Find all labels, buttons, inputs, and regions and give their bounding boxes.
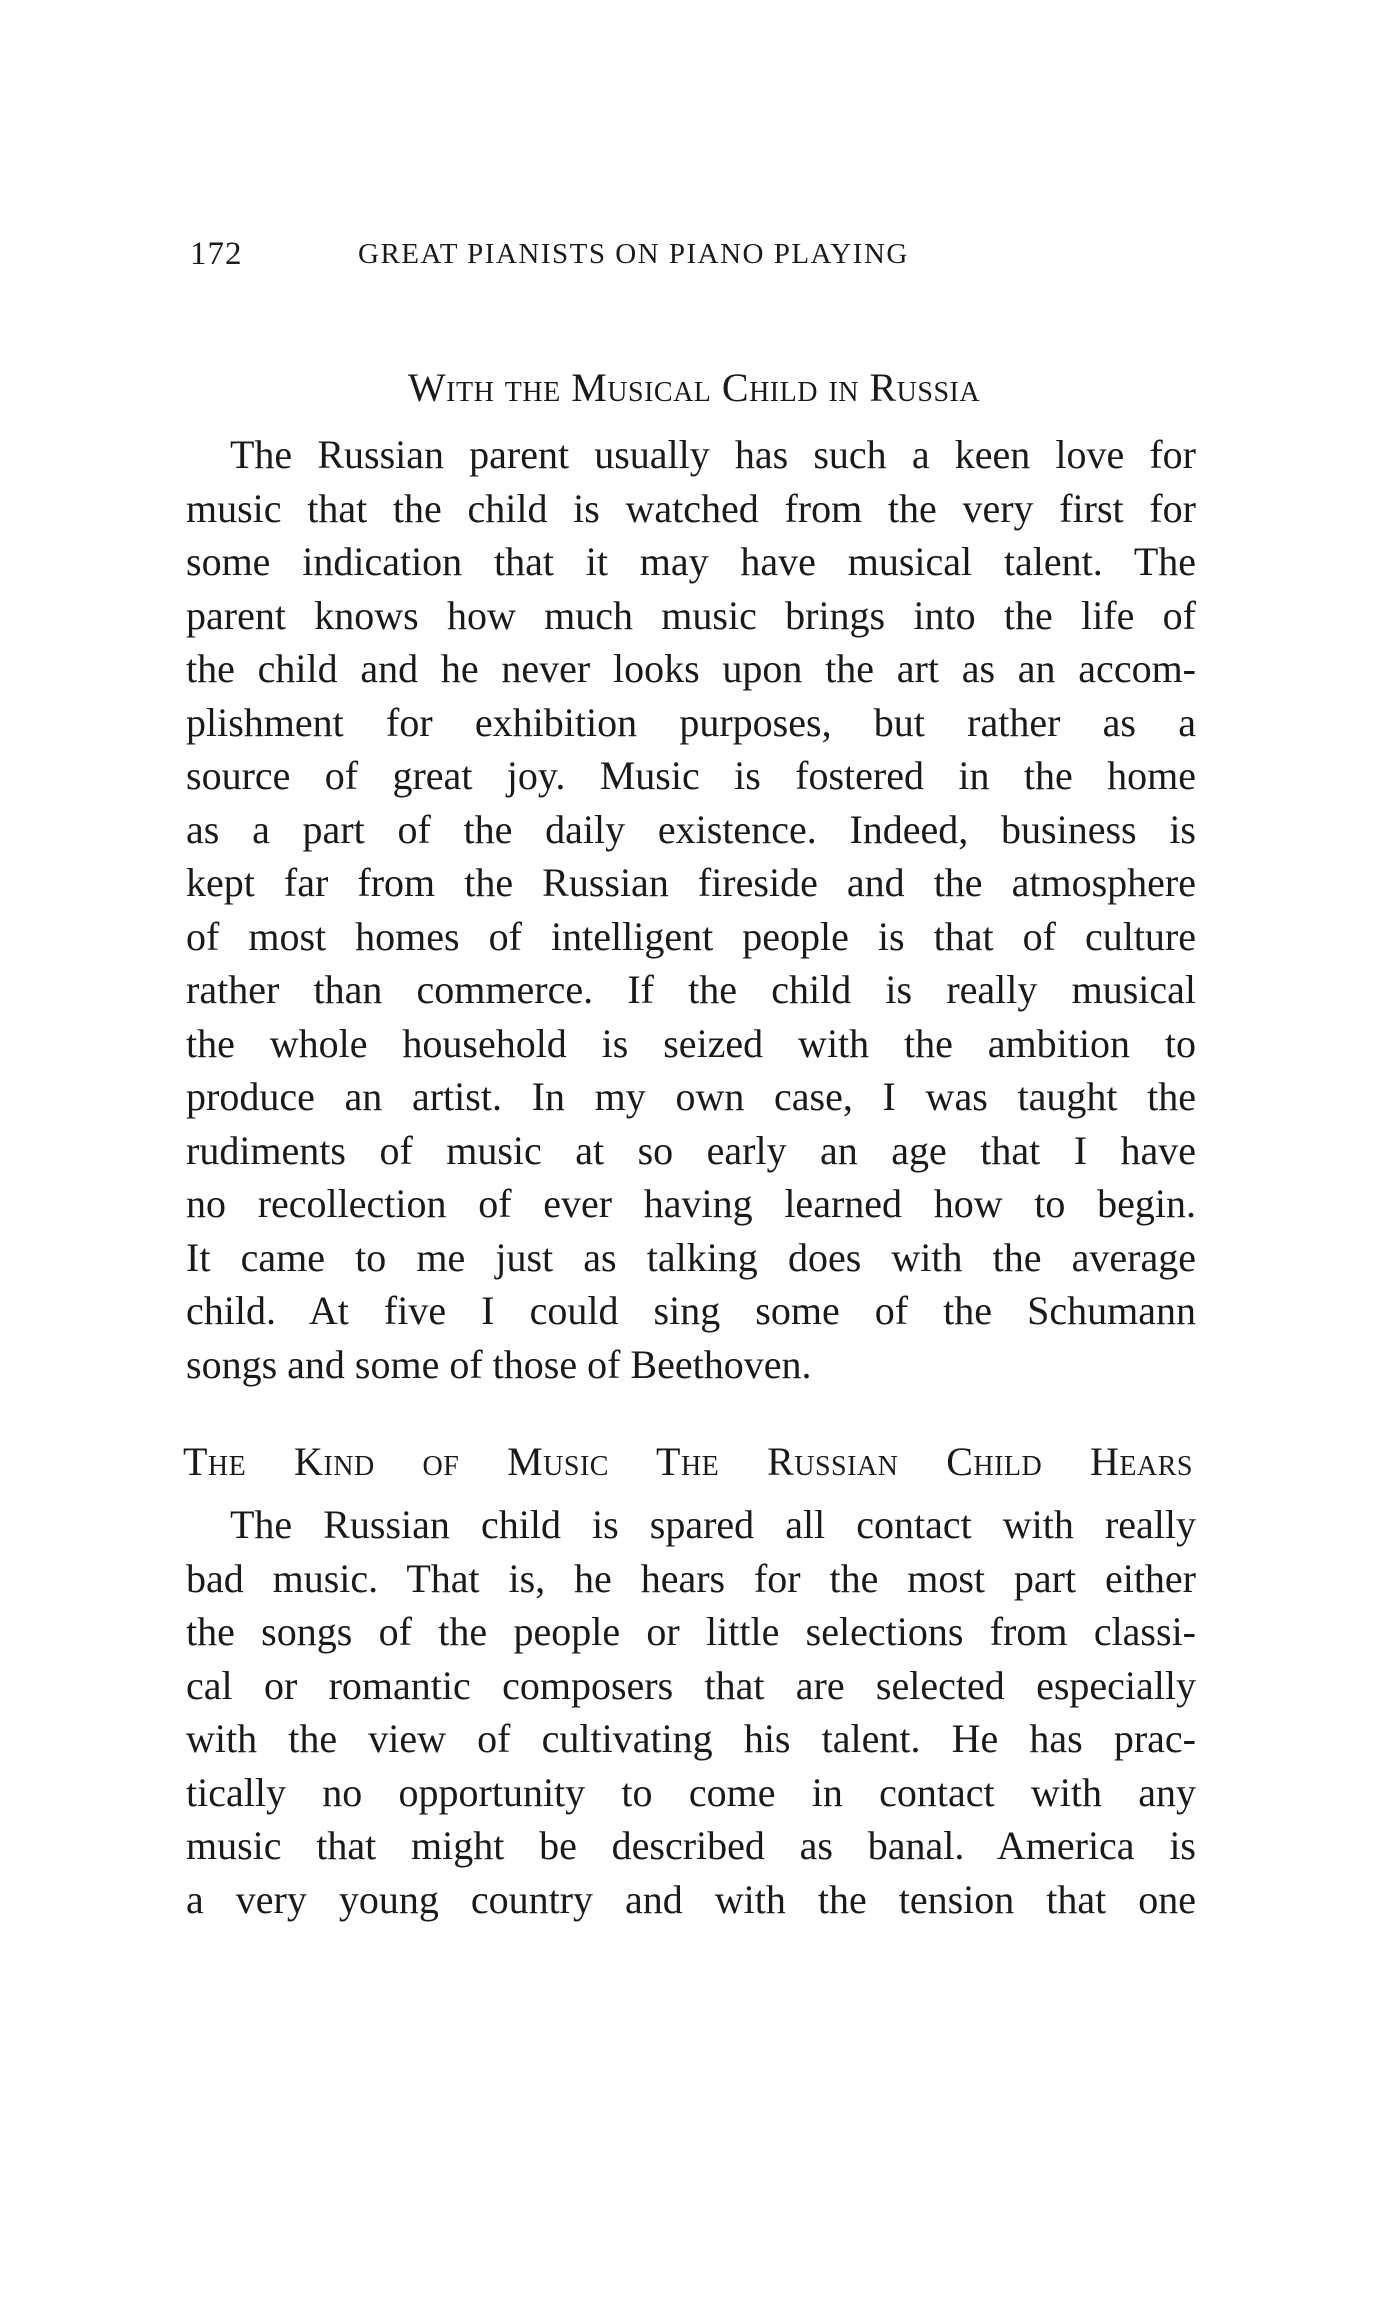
text-line: songs and some of those of Beethoven.: [186, 1341, 812, 1387]
text-line: music that might be described as banal. America is: [186, 1823, 1196, 1868]
text-line: a very young country and with the tension that one: [186, 1876, 1196, 1922]
text-line: the child and he never looks upon the art as an accom-: [186, 646, 1196, 691]
text-line: rudiments of music at so early an age that I have: [186, 1127, 1196, 1173]
text-line: the whole household is seized with the ambition to: [186, 1020, 1196, 1066]
running-head: [190, 236, 1200, 280]
text-line: The Russian parent usually has such a keen love for: [230, 432, 1196, 477]
paragraph: [186, 1498, 1196, 1926]
text-line: the songs of the people or little selections from classi-: [186, 1609, 1196, 1654]
section-heading: With the Musical Child in Russia: [407, 365, 981, 410]
text-line: plishment for exhibition purposes, but rather as a: [186, 699, 1196, 745]
text-line: child. At five I could sing some of the Schumann: [186, 1288, 1196, 1333]
text-line: produce an artist. In my own case, I was taught the: [186, 1074, 1196, 1119]
text-line: of most homes of intelligent people is that of culture: [186, 913, 1196, 959]
page-number: 172: [190, 236, 243, 272]
text-line: as a part of the daily existence. Indeed, business is: [186, 806, 1196, 852]
text-line: bad music. That is, he hears for the most part either: [186, 1555, 1196, 1601]
paragraph: [186, 428, 1196, 1391]
text-line: parent knows how much music brings into the life of: [186, 592, 1196, 638]
text-line: tically no opportunity to come in contact with any: [186, 1769, 1196, 1815]
text-line: rather than commerce. If the child is really musical: [186, 967, 1196, 1012]
section-heading: The Kind of Music The Russian Child Hears: [183, 1439, 1193, 1484]
text-line: cal or romantic composers that are selected especially: [186, 1662, 1196, 1708]
text-line: some indication that it may have musical talent. The: [186, 539, 1196, 584]
text-line: source of great joy. Music is fostered in the home: [186, 753, 1196, 798]
text-line: music that the child is watched from the very first for: [186, 485, 1196, 531]
text-line: no recollection of ever having learned how to begin.: [186, 1181, 1196, 1226]
text-line: kept far from the Russian fireside and the atmosphere: [186, 860, 1196, 905]
text-line: It came to me just as talking does with the average: [186, 1234, 1196, 1280]
text-line: with the view of cultivating his talent. He has prac-: [186, 1716, 1196, 1761]
text-line: The Russian child is spared all contact with really: [230, 1502, 1196, 1547]
running-title: GREAT PIANISTS ON PIANO PLAYING: [358, 238, 909, 270]
